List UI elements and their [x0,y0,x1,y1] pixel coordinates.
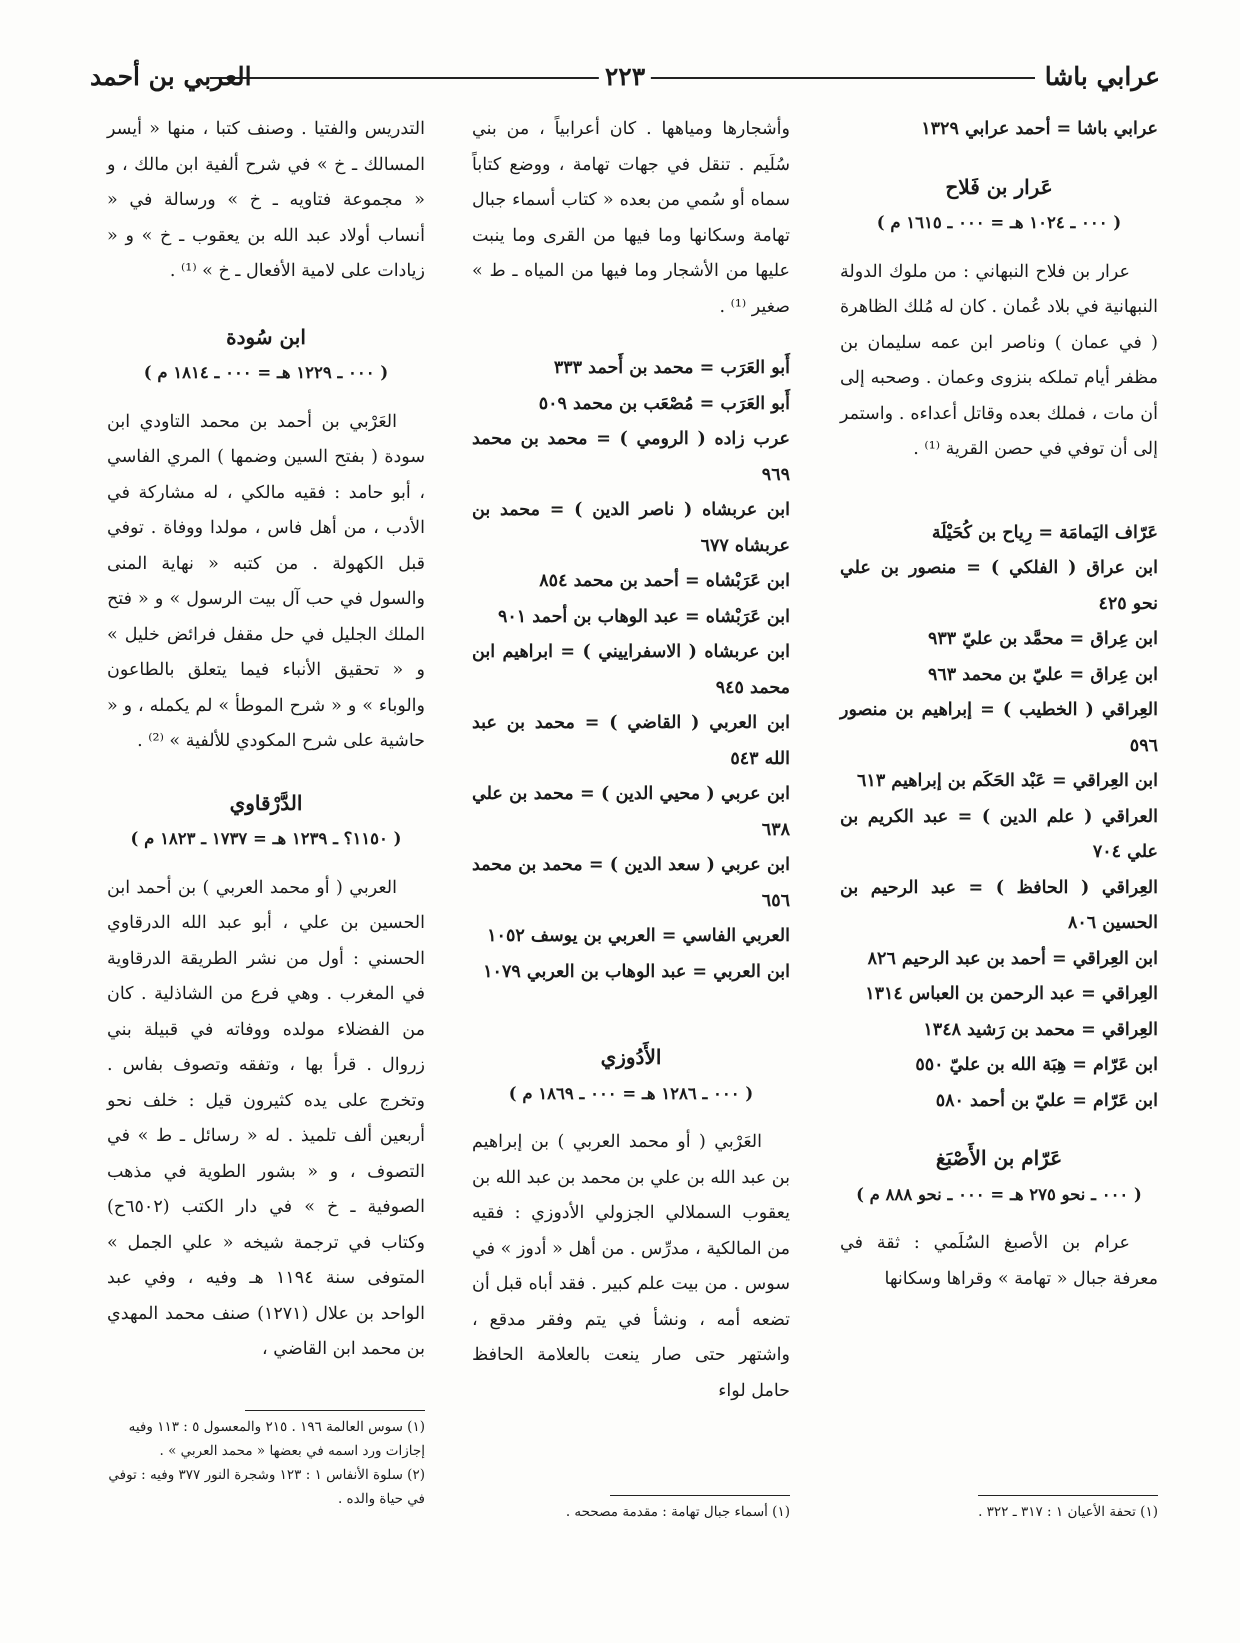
spacer [472,990,790,1018]
footnotes-middle [472,1495,790,1524]
cross-reference: أَبو العَرَب = محمد بن أَحمد ٣٣٣ [553,358,790,378]
footnote-rule [978,1495,1158,1496]
entry-dates: ( ٠٠٠ ـ ١٢٢٩ هـ = ٠٠٠ ـ ١٨١٤ م ) [143,363,389,382]
cross-reference: ابن العِراقي = أحمد بن عبد الرحيم ٨٢٦ [867,948,1158,969]
cross-reference: ابن عَرَبْشاه = أحمد بن محمد ٨٥٤ [539,571,790,591]
entry-text: العربي ( أو محمد العربي ) بن أحمد ابن الحسين بن علي ، أبو عبد الله الدرقاوي الحسني : أول من نشر الطريقة الدرقاوية في المغرب . وهي فرع من الشاذلية . كان من الفضلاء مولده ووفاته في قبيلة بني زروال . قرأ بها ، وتفقه وتصوف بفاس . وتخرج على يده كثيرون قيل : خلف نحو أربعين ألف تلميذ . له « رسائل ـ ط » في التصوف ، و « بشور الطوية في مذهب الصوفية ـ خ » في دار الكتب (٦٥٠٢ح) وكتاب في ترجمة شيخه « علي الجمل » المتوفى سنة ١١٩٤ هـ وفيه ، وفي عبد الواحد بن علال (١٢٧١) صنف محمد المهدي بن محمد ابن القاضي ، [107,877,425,1359]
column-left [107,112,425,1368]
footnote-rule [610,1495,790,1496]
cross-reference: عرب زاده ( الرومي ) = محمد بن محمد ٩٦٩ [472,429,790,485]
column-middle [472,112,790,1409]
cross-reference: ابن عِراق = عليّ بن محمد ٩٦٣ [928,664,1158,685]
cross-reference: ابن عَرَبْشاه = عبد الوهاب بن أحمد ٩٠١ [497,606,790,627]
entry-text: وأشجارها ومياهها . كان أعرابياً ، من بني سُلَيم . تنقل في جهات تهامة ، ووضع كتاباً سماه أو سُمي من بعده « كتاب أسماء جبال تهامة وسكانها وما فيها من القرى وما ينبت عليها من الأشجار وما فيها من المياه ـ ط » صغير ⁽¹⁾ . [472,119,790,317]
cross-reference: ابن عِراق = محمَّد بن عليّ ٩٣٣ [928,629,1158,649]
cross-reference: العِراقي = محمد بن رَشيد ١٣٤٨ [923,1019,1158,1040]
cross-reference: العِراقي ( الخطيب ) = إبراهيم بن منصور ٥٩٦ [840,700,1158,756]
footnote-rule [245,1410,425,1411]
entry-text: التدريس والفتيا . وصنف كتبا ، منها « أيسر المسالك ـ خ » في شرح ألفية ابن مالك ، و « مجموعة فتاويه ـ خ » ورسالة في « أنساب أولاد عبد الله بن يعقوب ـ خ » و « زيادات على لامية الأفعال ـ خ » ⁽¹⁾ . [107,119,425,281]
entry-title: ابن سُودة [226,324,306,349]
spacer [840,468,1158,516]
cross-reference: العربي الفاسي = العربي بن يوسف ١٠٥٢ [487,926,790,946]
entry-dates: ( ١١٥٠؟ ـ ١٢٣٩ هـ = ١٧٣٧ ـ ١٨٢٣ م ) [130,829,402,848]
entry-dates: ( ٠٠٠ ـ نحو ٢٧٥ هـ = ٠٠٠ ـ نحو ٨٨٨ م ) [856,1184,1142,1204]
entry-title: الدَّرْقاوي [229,790,303,815]
cross-reference: عرابي باشا = أحمد عرابي ١٣٢٩ [921,119,1158,139]
entry-title: عَرار بن فَلاح [945,174,1053,199]
entry-text: العَرْبي ( أو محمد العربي ) بن إبراهيم بن عبد الله بن علي بن محمد بن عبد الله بن يعقوب السملالي الجزولي الأدوزي : فقيه من المالكية ، مدرِّس . من أهل « أدوز » في سوس . من بيت علم كبير . فقد أباه قبل أن تضعه أمه ، ونشأ في يتم وفقر مدقع ، واشتهر حتى صار ينعت بالعلامة الحافظ حامل لواء [472,1132,790,1401]
cross-reference: ابن عَرّام = هِبَة الله بن عليّ ٥٥٠ [915,1055,1158,1075]
footnotes-left [107,1410,425,1511]
column-right [840,112,1158,1297]
entry-title: الأَدُوزي [600,1045,662,1069]
spacer [472,325,790,351]
cross-reference: ابن عربشاه ( الاسفراييني ) = ابراهيم ابن محمد ٩٤٥ [472,642,790,698]
cross-reference: ابن عربي ( سعد الدين ) = محمد بن محمد ٦٥٦ [472,855,790,911]
cross-reference: ابن العِراقي = عَبْد الحَكَم بن إبراهيم ٦١٣ [857,771,1158,791]
cross-reference: العِراقي = عبد الرحمن بن العباس ١٣١٤ [865,984,1158,1004]
header-left-title: العربي بن أحمد [90,62,252,91]
entry-dates: ( ٠٠٠ ـ ١٢٨٦ هـ = ٠٠٠ ـ ١٨٦٩ م ) [508,1083,754,1103]
footnote: (١) تحفة الأعيان ١ : ٣١٧ ـ ٣٢٢ . [978,1504,1158,1520]
cross-reference: ابن عربي ( محيي الدين ) = محمد بن علي ٦٣٨ [472,784,790,840]
header-right-title: عرابي باشا [1044,62,1160,91]
entry-dates: ( ٠٠٠ ـ ١٠٢٤ هـ = ٠٠٠ ـ ١٦١٥ م ) [876,213,1122,232]
page-number: ٢٢٣ [599,62,651,91]
cross-reference: عَرّاف اليَمامَة = رِياح بن كُحَيْلَة [931,522,1158,543]
footnote: (١) أسماء جبال تهامة : مقدمة مصححه . [565,1504,790,1520]
cross-reference: أَبو العَرَب = مُصْعَب بن محمد ٥٠٩ [538,393,790,414]
entry-title: عَرّام بن الأَصْبَغ [935,1146,1063,1170]
cross-reference: ابن عراق ( الفلكي ) = منصور بن علي نحو ٤٢٥ [840,558,1158,614]
footnotes-right [840,1495,1158,1524]
running-header [90,62,1160,102]
cross-reference: ابن العربي ( القاضي ) = محمد بن عبد الله ٥٤٣ [472,713,790,769]
entry-text: العَرْبي بن أحمد بن محمد التاودي ابن سودة ( بفتح السين وضمها ) المري الفاسي ، أبو حامد : فقيه مالكي ، له مشاركة في الأدب ، من أهل فاس ، مولدا ووفاة . توفي قبل الكهولة . من كتبه « نهاية المنى والسول في حب آل بيت الرسول » و « فتح الملك الجليل في حل مقفل فرائض خليل » و « تحقيق الأنباء فيما يتعلق بالطاعون والوباء » و « شرح الموطأ » لم يكمله ، و « حاشية على شرح المكودي للألفية » ⁽²⁾ . [107,411,425,751]
cross-reference: العِراقي ( الحافظ ) = عبد الرحيم بن الحسين ٨٠٦ [840,877,1158,933]
footnote: (١) سوس العالمة ١٩٦ . ٢١٥ والمعسول ٥ : ١١٣ وفيه إجازات ورد اسمه في بعضها « محمد العربي » . [128,1419,425,1459]
entry-text: عرار بن فلاح النبهاني : من ملوك الدولة النبهانية في بلاد عُمان . كان له مُلك الظاهرة ( في عمان ) وناصر ابن عمه سليمان بن مظفر أيام تملكه بنزوى وعمان . وصحبه إلى أن مات ، فملك بعده وقاتل أعداءه . واستمر إلى أن توفي في حصن القرية ⁽¹⁾ . [840,261,1158,459]
cross-reference: العراقي ( علم الدين ) = عبد الكريم بن علي ٧٠٤ [840,806,1158,862]
cross-reference: ابن عربشاه ( ناصر الدين ) = محمد بن عربشاه ٦٧٧ [472,500,790,556]
entry-text: عرام بن الأصبغ السُلَمي : ثقة في معرفة جبال « تهامة » وقراها وسكانها [840,1233,1158,1289]
cross-reference: ابن عَرّام = عليّ بن أحمد ٥٨٠ [935,1090,1158,1111]
footnote: (٢) سلوة الأنفاس ١ : ١٢٣ وشجرة النور ٣٧٧ وفيه : توفي في حياة والده . [108,1467,425,1507]
cross-reference: ابن العربي = عبد الوهاب بن العربي ١٠٧٩ [483,961,790,982]
